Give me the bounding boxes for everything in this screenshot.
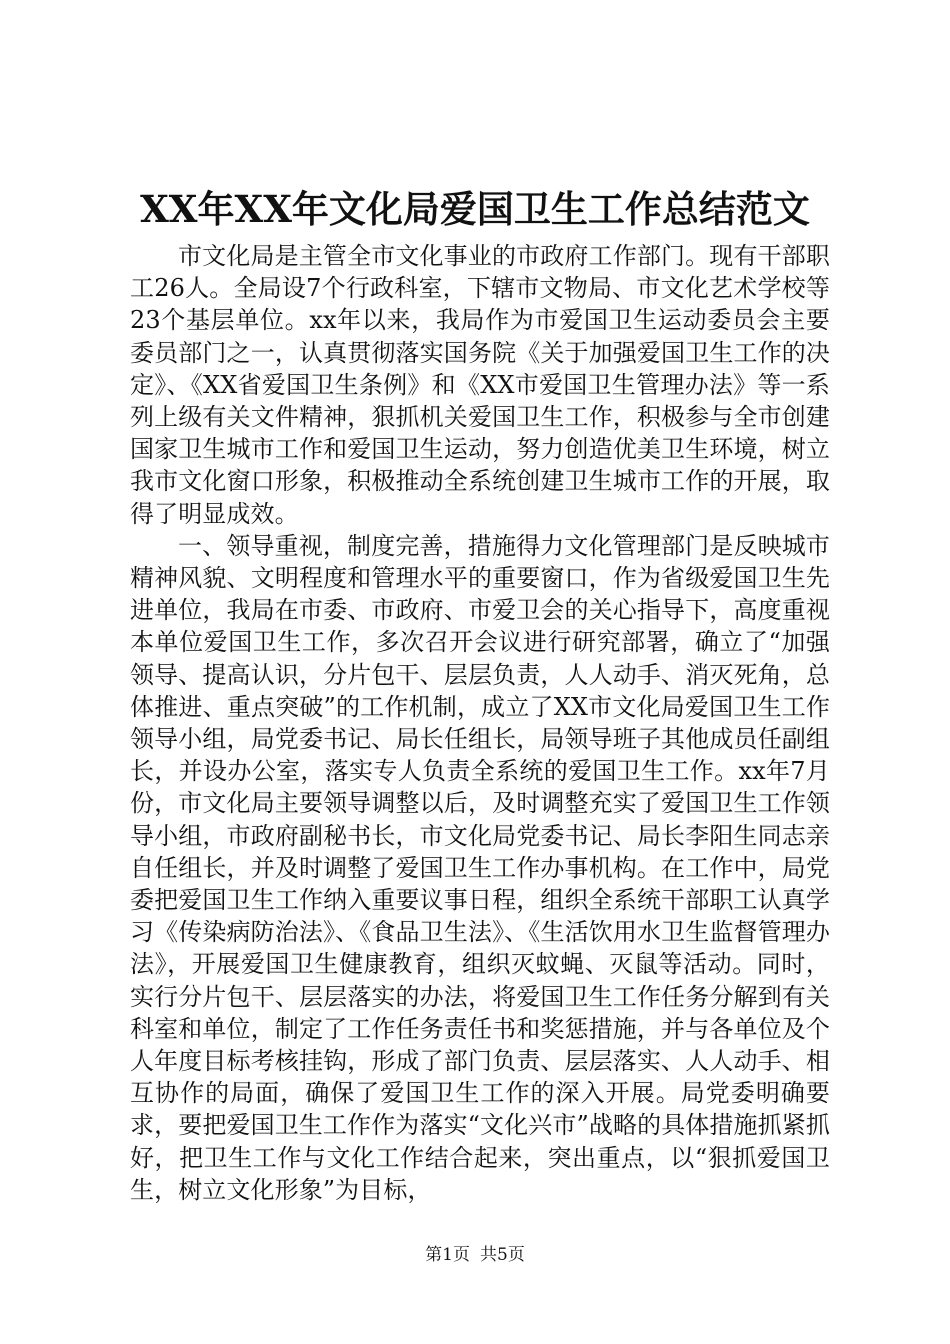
page-number: 第1页 — [425, 1245, 470, 1265]
paragraph-section-one: 一、领导重视，制度完善，措施得力文化管理部门是反映城市精神风貌、文明程度和管理水平的重要窗口，作为省级爱国卫生先进单位，我局在市委、市政府、市爱卫会的关心指导下，高度重视本单位爱国卫生工作，多次召开会议进行研究部署，确立了“加强领导、提高认识，分片包干、层层负责，人人动手、消灭死角，总体推进、重点突破”的工作机制，成立了XX市文化局爱国卫生工作领导小组，局党委书记、局长任组长，局领导班子其他成员任副组长，并设办公室，落实专人负责全系统的爱国卫生工作。xx年7月份，市文化局主要领导调整以后，及时调整充实了爱国卫生工作领导小组，市政府副秘书长，市文化局党委书记、局长李阳生同志亲自任组长，并及时调整了爱国卫生工作办事机构。在工作中，局党委把爱国卫生工作纳入重要议事日程，组织全系统干部职工认真学习《传染病防治法》、《食品卫生法》、《生活饮用水卫生监督管理办法》，开展爱国卫生健康教育，组织灭蚊蝇、灭鼠等活动。同时，实行分片包干、层层落实的办法，将爱国卫生工作任务分解到有关科室和单位，制定了工作任务责任书和奖惩措施，并与各单位及个人年度目标考核挂钩，形成了部门负责、层层落实、人人动手、相互协作的局面，确保了爱国卫生工作的深入开展。局党委明确要求，要把爱国卫生工作作为落实“文化兴市”战略的具体措施抓紧抓好，把卫生工作与文化工作结合起来，突出重点，以“狠抓爱国卫生，树立文化形象”为目标， — [130, 531, 830, 1204]
page-total: 共5页 — [480, 1245, 525, 1265]
paragraph-intro: 市文化局是主管全市文化事业的市政府工作部门。现有干部职工26人。全局设7个行政科室，下辖市文物局、市文化艺术学校等23个基层单位。xx年以来，我局作为市爱国卫生运动委员会主要委员部门之一，认真贯彻落实国务院《关于加强爱国卫生工作的决定》、《XX省爱国卫生条例》和《XX市爱国卫生管理办法》等一系列上级有关文件精神，狠抓机关爱国卫生工作，积极参与全市创建国家卫生城市工作和爱国卫生运动，努力创造优美卫生环境，树立我市文化窗口形象，积极推动全系统创建卫生城市工作的开展，取得了明显成效。 — [130, 242, 830, 528]
document-body — [130, 240, 830, 1206]
page-footer — [0, 1243, 950, 1267]
document-title: XX年XX年文化局爱国卫生工作总结范文 — [140, 187, 810, 231]
